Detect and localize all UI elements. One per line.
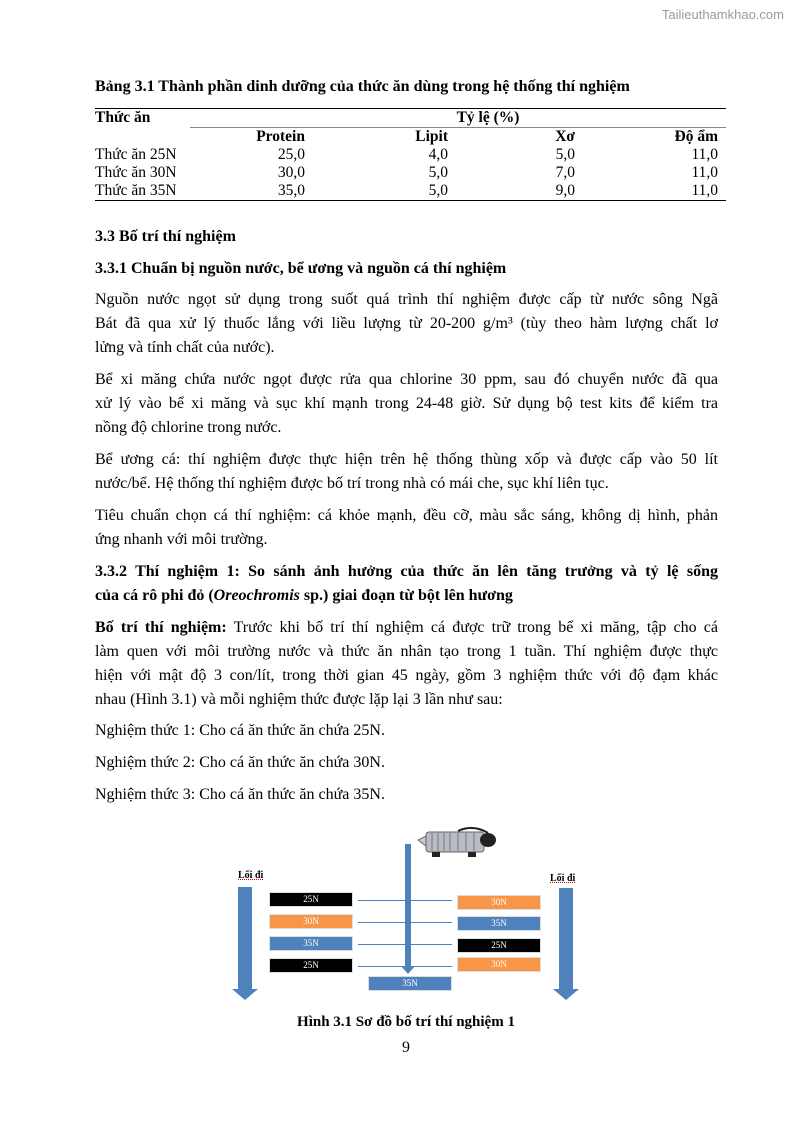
pipe-arrowhead	[401, 966, 415, 974]
row-name: Thức ăn 30N	[95, 164, 177, 181]
header-feed: Thức ăn	[95, 109, 151, 127]
paragraph-line: Nguồn nước ngọt sử dụng trong suốt quá trình thí nghiệm được cấp từ nước sông Ngã	[95, 291, 718, 308]
air-line	[358, 922, 452, 923]
paragraph-line: lửng và tính chất của nước).	[95, 339, 275, 356]
header-moisture: Độ ẩm	[575, 128, 726, 147]
row-name: Thức ăn 25N	[95, 146, 177, 163]
paragraph-line: Bể ương cá: thí nghiệm được thực hiện trên hệ thống thùng xốp và được cấp vào 50 lít	[95, 451, 718, 468]
design-paragraph-line: làm quen với môi trường nước và thức ăn nhân tạo trong 1 tuần. Thí nghiệm được thực	[95, 643, 718, 660]
air-line	[358, 966, 452, 967]
treatment-3: Nghiệm thức 3: Cho cá ăn thức ăn chứa 35N.	[95, 786, 385, 803]
aisle-label-right: Lối đi	[550, 873, 576, 884]
row-name: Thức ăn 35N	[95, 182, 177, 199]
paragraph-line: xử lý vào bể xi măng và sục khí mạnh trong 24-48 giờ. Sử dụng bộ test kits để kiểm tra	[95, 395, 718, 412]
air-line	[358, 944, 452, 945]
tank-left-1: 25N	[270, 893, 352, 906]
table-row	[95, 146, 726, 164]
page-number: 9	[402, 1039, 410, 1056]
aisle-label-left: Lối đi	[238, 870, 264, 881]
cell: 35,0	[277, 182, 305, 199]
aisle-arrow-right	[559, 888, 573, 990]
nutrition-table	[95, 108, 726, 201]
design-paragraph-line	[95, 619, 718, 637]
paragraph-line: nồng độ chlorine trong nước.	[95, 419, 282, 436]
tank-left-3: 35N	[270, 937, 352, 950]
heading-text: của cá rô phi đỏ (	[95, 587, 214, 604]
tank-right-1: 30N	[458, 896, 540, 909]
header-fiber: Xơ	[448, 128, 575, 147]
section-heading-3-3-1: 3.3.1 Chuẩn bị nguồn nước, bể ương và nguồn cá thí nghiệm	[95, 260, 507, 277]
design-label: Bố trí thí nghiệm:	[95, 619, 227, 636]
header-lipit: Lipit	[305, 128, 448, 147]
treatment-2: Nghiệm thức 2: Cho cá ăn thức ăn chứa 30N.	[95, 754, 385, 771]
table-row	[95, 164, 726, 182]
tank-right-3: 25N	[458, 939, 540, 952]
aisle-arrow-left	[238, 887, 252, 990]
air-line	[358, 900, 452, 901]
design-text: Trước khi bố trí thí nghiệm cá được trữ trong bể xi măng, tập cho cá	[226, 619, 718, 636]
cell: 9,0	[555, 182, 575, 199]
watermark: Tailieuthamkhao.com	[661, 7, 784, 22]
paragraph-line: nước/bể. Hệ thống thí nghiệm được bố trí trong nhà có mái che, sục khí liên tục.	[95, 475, 609, 492]
cell: 5,0	[555, 146, 575, 163]
paragraph-line: Bể xi măng chứa nước ngọt được rửa qua chlorine 30 ppm, sau đó chuyển nước đã qua	[95, 371, 718, 388]
paragraph-line: ứng nhanh với môi trường.	[95, 531, 268, 548]
tank-right-4: 30N	[458, 958, 540, 971]
heading-text: sp.) giai đoạn từ bột lên hương	[299, 587, 513, 604]
cell: 5,0	[428, 182, 448, 199]
tank-right-2: 35N	[458, 917, 540, 930]
section-heading-3-3-2-cont	[95, 587, 718, 605]
cell: 11,0	[691, 182, 718, 199]
air-pump-icon	[418, 826, 500, 860]
section-heading-3-3: 3.3 Bố trí thí nghiệm	[95, 228, 236, 245]
cell: 25,0	[277, 146, 305, 163]
cell: 11,0	[691, 164, 718, 181]
figure-caption: Hình 3.1 Sơ đồ bố trí thí nghiệm 1	[297, 1014, 515, 1030]
air-pipe	[405, 844, 411, 968]
species-name: Oreochromis	[213, 587, 300, 604]
tank-bottom: 35N	[369, 977, 451, 990]
design-paragraph-line: hiện với mật độ 3 con/lít, trong thời gian 45 ngày, gồm 3 nghiệm thức với độ đạm khác	[95, 667, 718, 684]
design-paragraph-line: nhau (Hình 3.1) và mỗi nghiệm thức được lặp lại 3 lần như sau:	[95, 691, 503, 708]
header-protein: Protein	[190, 128, 305, 147]
table-row	[95, 182, 726, 201]
paragraph-line: Bát đã qua xử lý thuốc lắng với liều lượng từ 20-200 g/m³ (tùy theo hàm lượng chất lơ	[95, 315, 718, 332]
cell: 4,0	[428, 146, 448, 163]
paragraph-line: Tiêu chuẩn chọn cá thí nghiệm: cá khỏe mạnh, đều cỡ, màu sắc sáng, không dị hình, phản	[95, 507, 718, 524]
cell: 7,0	[555, 164, 575, 181]
table-caption: Bảng 3.1 Thành phần dinh dưỡng của thức ăn dùng trong hệ thống thí nghiệm	[95, 78, 630, 95]
cell: 5,0	[428, 164, 448, 181]
tank-left-2: 30N	[270, 915, 352, 928]
section-heading-3-3-2: 3.3.2 Thí nghiệm 1: So sánh ảnh hưởng của thức ăn lên tăng trưởng và tỷ lệ sống	[95, 563, 718, 580]
cell: 11,0	[691, 146, 718, 163]
treatment-1: Nghiệm thức 1: Cho cá ăn thức ăn chứa 25N.	[95, 722, 385, 739]
tank-left-4: 25N	[270, 959, 352, 972]
cell: 30,0	[277, 164, 305, 181]
header-ratio: Tỷ lệ (%)	[456, 109, 520, 126]
